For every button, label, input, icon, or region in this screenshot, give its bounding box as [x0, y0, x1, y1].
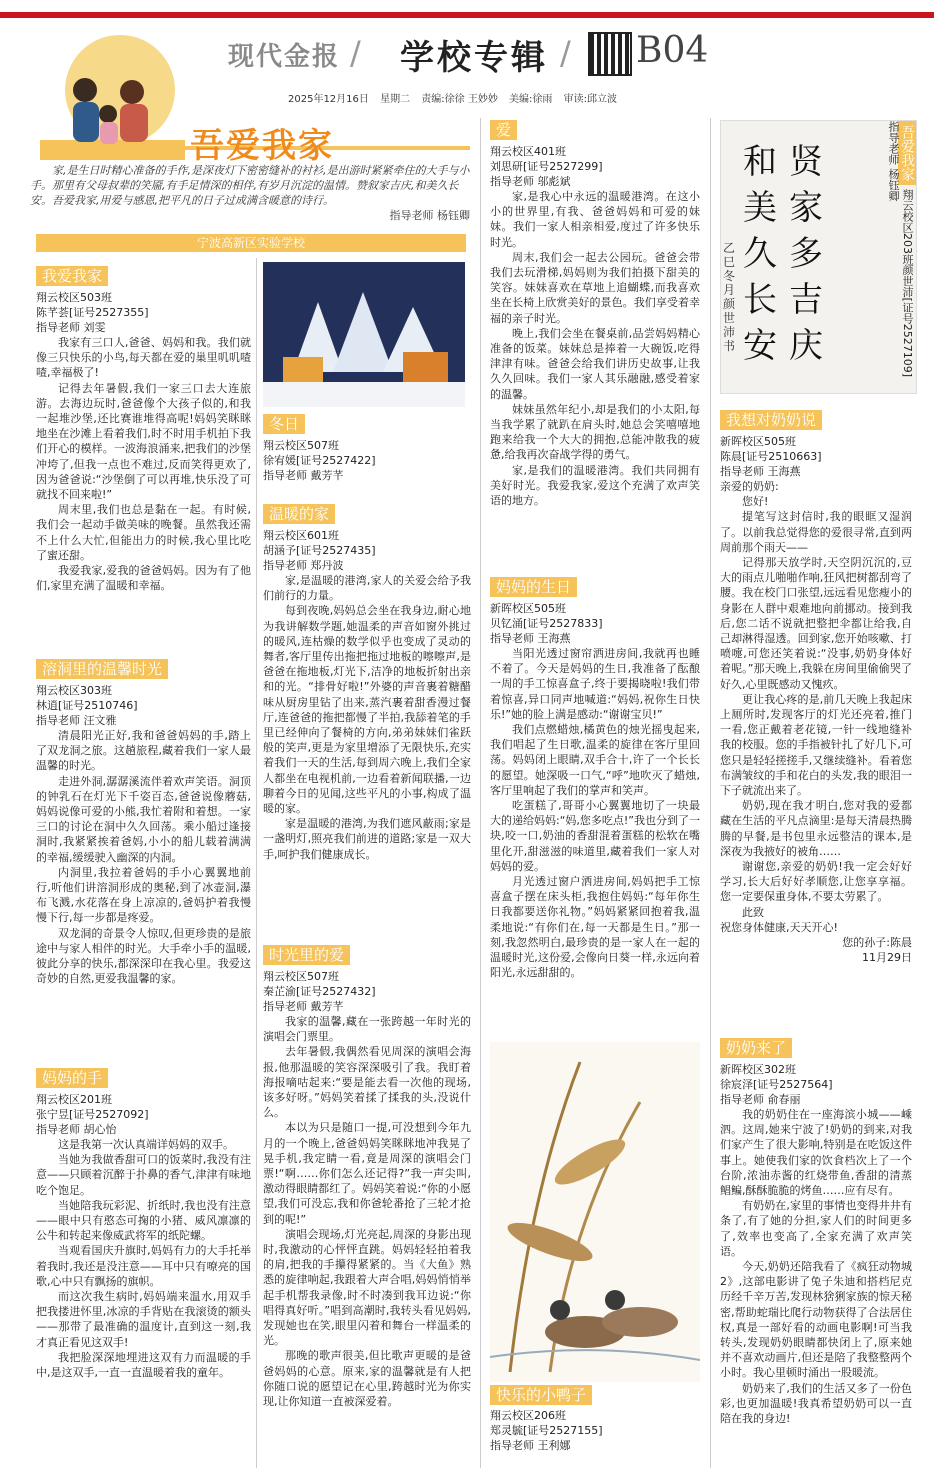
paragraph: 有奶奶在,家里的事情也变得井井有条了,有了她的分担,家人们的时间更多了,效率也变高了,全家充满了欢声笑语。: [720, 1199, 912, 1258]
paragraph: 这是我第一次认真端详妈妈的双手。: [58, 1138, 234, 1151]
issue-weekday: 星期二: [380, 94, 411, 105]
paragraph: 我爱我家,爱我的爸爸妈妈。因为有了他们,家里充满了温暖和幸福。: [36, 564, 251, 593]
article-mothers-hands: [36, 1092, 251, 1380]
paragraph: 记得去年暑假,我们一家三口去大连旅游。去海边玩时,爸爸像个大孩子似的,和我一起堆沙堡,还比赛谁堆得高呢!妈妈笑眯眯地坐在沙滩上看着我们,时不时用手机拍下我们开心的模样。一波海浪涌来,把我们的沙堡冲垮了,但我一点也不难过,反而笑得更欢了,因为爸爸说:“沙堡倒了可以再堆,快乐没了可就找不回来啦!”: [36, 381, 251, 502]
paragraph: 周末里,我们也总是黏在一起。有时候,我们会一起动手做美味的晚餐。虽然我还需不上什么大忙,但能出力的时候,我心里比吃了蜜还甜。: [36, 503, 251, 562]
article-author: 贝钇涌[证号2527833]: [490, 617, 603, 630]
article-author: 张宁昱[证号2527092]: [36, 1108, 149, 1121]
page-number: B04: [636, 30, 709, 71]
calligraphy-char: 庆: [789, 326, 823, 366]
ducks-painting: [490, 1042, 700, 1382]
paragraph: 家,是我们的温暖港湾。我们共同拥有美好时光。我爱我家,爱这个充满了欢声笑语的地方。: [490, 463, 700, 508]
article-title: 爱: [490, 120, 517, 140]
paragraph: 今天,奶奶还陪我看了《疯狂动物城2》,这部电影讲了兔子朱迪和搭档尼克历经千辛万苦,发现林猞猁家族的惊天秘密,帮助蛇瑞比爬行动物获得了合法居住权,真是一部好看的动画电影啊!可当我转头,发现奶奶眼睛都快闭上了,原来她并不喜欢动画片,但还是陪了我整整两个小时。我心里顿时涌出一股暖流。: [720, 1260, 912, 1380]
article-title: 妈妈的手: [36, 1068, 108, 1088]
editor: 责编:徐徐 王妙妙: [421, 94, 498, 105]
article-author: 颜世沛[证号2527109]: [901, 264, 914, 378]
paragraph: 奶奶来了,我们的生活又多了一份色彩,也更加温暖!我真希望奶奶可以一直陪在我的身边!: [720, 1381, 912, 1426]
article-class: 新晖校区505班: [490, 602, 566, 615]
article-author: 陈晨[证号2510663]: [720, 450, 822, 463]
article-title: 吾爱我家: [898, 121, 916, 185]
article-teacher: 指导老师 王利娜: [490, 1439, 571, 1452]
article-teacher: 指导老师 戴芳芊: [263, 1000, 344, 1013]
paragraph: 内洞里,我拉着爸妈的手小心翼翼地前行,听他们讲溶洞形成的奥秘,到了冰壶洞,瀑布飞溅,水花落在身上凉凉的,爸妈护着我慢慢下行,每一步都是疼爱。: [36, 865, 251, 925]
article-class: 翔云校区303班: [36, 684, 112, 697]
article-warm-home: [263, 528, 471, 862]
article-title: 冬日: [263, 414, 305, 434]
article-title: 溶洞里的温馨时光: [36, 659, 168, 679]
masthead-separator: /: [560, 34, 571, 72]
paragraph: 吃蛋糕了,哥哥小心翼翼地切了一块最大的递给妈妈:“妈,您多吃点!”我也分到了一块,咬一口,奶油的香甜混着蛋糕的松软在嘴里化开,甜滋滋的味道里,藏着我们一家人对妈妈的爱。: [490, 799, 701, 873]
paragraph: 月光透过窗户洒进房间,妈妈把手工惊喜盒子摆在床头柜,我抱住妈妈:“每年你生日我都要送你礼物。”妈妈紧紧回抱着我,温柔地说:“有你们在,每一天都是生日。”那一刻,我忽然明白,最珍贵的是一家人在一起的温暖时光,这份爱,会像向日葵一样,永远向着阳光,永远甜甜的。: [490, 875, 700, 980]
article-teacher: 指导老师 郑丹波: [263, 559, 344, 572]
banner-title: 吾爱我家: [190, 126, 334, 166]
paragraph: 周末,我们会一起去公园玩。爸爸会带我们去玩滑梯,妈妈则为我们拍摄下甜美的笑容。妹妹喜欢在草地上追蝴蝶,而我喜欢坐在长椅上欣赏美好的景色。我们享受着幸福的亲子时光。: [490, 250, 700, 325]
article-teacher: 指导老师 汪文雅: [36, 714, 117, 727]
paragraph: 家,是温暖的港湾,家人的关爱会给予我们前行的力量。: [263, 574, 471, 603]
qr-code-icon: [588, 32, 632, 76]
paragraph: 当她陪我玩彩泥、折纸时,我也没有注意——眼中只有憨态可掬的小猪、威风凛凛的公牛和转起来像威武将军的纸陀螺。: [36, 1198, 251, 1243]
article-class: 翔云校区507班: [263, 439, 339, 452]
article-title: 快乐的小鸭子: [490, 1385, 592, 1405]
article-grandma-comes: [720, 1062, 912, 1426]
section-title: 学校专辑: [400, 38, 548, 78]
calligraphy-char: 家: [789, 188, 823, 228]
calligraphy-char: 安: [743, 326, 777, 366]
article-teacher: 指导老师 俞春丽: [720, 1093, 801, 1106]
article-mothers-birthday: [490, 601, 700, 980]
article-author: 林逍[证号2510746]: [36, 699, 138, 712]
paragraph: 走进外洞,潺潺溪流伴着欢声笑语。洞顶的钟乳石在灯光下千姿百态,爸爸说像蘑菇,妈妈说像可爱的小熊,我忙着附和着想。一家三口的讨论在洞中久久回荡。乘小船过逢接洞时,我紧紧挨着爸妈,小小的船儿载着满满的幸福,缓缓驶入幽深的内洞。: [36, 774, 251, 864]
paragraph: 我们点燃蜡烛,橘黄色的烛光摇曳起来,我们唱起了生日歌,温柔的旋律在客厅里回荡。妈妈闭上眼睛,双手合十,许了一个长长的愿望。她深吸一口气,“呼”地吹灭了蜡烛,客厅里响起了我们的掌声和笑声。: [490, 723, 700, 797]
article-author: 刘思研[证号2527299]: [490, 160, 603, 173]
paper-name: 现代金报: [228, 42, 341, 72]
calligraphy-inscription: 乙巳冬月 颜世沛书: [723, 241, 736, 353]
article-title: 时光里的爱: [263, 945, 350, 965]
paragraph: 清晨阳光正好,我和爸爸妈妈的手,踏上了双龙洞之旅。这趟旅程,藏着我们一家人最温馨的时光。: [36, 729, 251, 773]
paragraph: 妹妹虽然年纪小,却是我们的小太阳,每当我学累了就趴在肩头时,她总会笑嘻嘻地跑来给我一个大大的拥抱,总能冲散我的疲惫,给我再次奋战学得的勇气。: [490, 402, 700, 462]
paragraph: 家,是我心中永远的温暖港湾。在这小小的世界里,有我、爸爸妈妈和可爱的妹妹。我们一家人相亲相爱,度过了许多快乐时光。: [490, 190, 700, 249]
winter-painting: [263, 262, 465, 407]
article-author: 秦芷渝[证号2527432]: [263, 985, 376, 998]
paragraph: 晚上,我们会坐在餐桌前,品尝妈妈精心准备的饭菜。妹妹总是捧着一大碗饭,吃得津津有味。爸爸会给我们讲历史故事,让我久久回味。我们一家人其乐融融,感受着家的温馨。: [490, 326, 700, 401]
paragraph: 奶奶,现在我才明白,您对我的爱都藏在生活的平凡点滴里:是每天清晨热腾腾的早餐,是书包里永远整洁的课本,是深夜为我掖好的被角……: [720, 799, 912, 858]
letter-signature: 您的孙子:陈晨: [842, 936, 912, 950]
article-author: 徐宸泽[证号2527564]: [720, 1078, 833, 1091]
banner-intro: [30, 163, 470, 223]
article-author: 胡涵予[证号2527435]: [263, 544, 376, 557]
article-class: 翔云校区503班: [36, 291, 112, 304]
paragraph: 当她为我做香甜可口的饭菜时,我没有注意——只顾着沉醉于扑鼻的香气,津津有味地吃个饱足。: [36, 1153, 251, 1197]
letter-hello: 您好!: [742, 495, 769, 509]
calligraphy-artwork: [720, 120, 917, 394]
issue-date: 2025年12月16日: [288, 94, 369, 105]
article-teacher: 指导老师 刘雯: [36, 321, 106, 334]
paragraph: 去年暑假,我偶然看见周深的演唱会海报,他那温暖的笑容深深吸引了我。我盯着海报嘀咕起来:“要是能去看一次他的现场,该多好呀。”妈妈笑着揉了揉我的头,没说什么。: [263, 1045, 471, 1120]
proofreader: 审读:邱立波: [563, 94, 617, 105]
article-love-in-time: [263, 969, 471, 1409]
article-teacher: 指导老师 王海燕: [490, 632, 571, 645]
column-rule: [710, 118, 711, 1468]
paragraph: 提笔写这封信时,我的眼眶又湿润了。以前我总觉得您的爱很寻常,直到两周前那个雨天——: [720, 510, 912, 554]
calligraphy-column: [789, 139, 833, 369]
calligraphy-caption: [839, 121, 914, 391]
calligraphy-char: 吉: [789, 280, 823, 320]
paragraph: 本以为只是随口一提,可没想到今年九月的一个晚上,爸爸妈妈笑眯眯地冲我晃了晃手机,我定睛一看,竟是周深的演唱会门票!“啊……你们怎么还记得?”我一声尖叫,激动得眼睛都红了。妈妈笑着说:“你的小愿望,我们可没忘,我和你爸轮番抢了三轮才抢到的呢!”: [263, 1121, 471, 1226]
paragraph: 每到夜晚,妈妈总会坐在我身边,耐心地为我讲解数学题,她温柔的声音如窗外挑过的暖风,连枯燥的数学似乎也变成了灵动的舞者,客厅里传出拖把拖过地板的嚓嚓声,是爸爸在拖地板,灯光下,洁净的地板折射出亲和的光。“排骨好啦!”外婆的声音裹着糖醋味从厨房里钻了出来,蒸汽裹着甜香漫过餐厅,连爸爸的拖把都慢了半拍,我舔着笔的手里已经伸向了餐椅的方向,弟弟妹妹们雀跃般的笑声,更是为家里增添了无限快乐,充实着我们一天的生活,每到周六晚上,我们全家人都坐在电视机前,一边看着新闻联播,一边聊着今日的见闻,这些平凡的小事,构成了温暖的家。: [263, 604, 471, 816]
article-my-home: [36, 290, 251, 593]
article-teacher: 指导老师 邬彪斌: [490, 175, 571, 188]
article-class: 翔云校区203班: [901, 188, 914, 265]
article-title: 妈妈的生日: [490, 577, 577, 597]
article-class: 翔云校区601班: [263, 529, 339, 542]
paragraph: 演唱会现场,灯光亮起,周深的身影出现时,我激动的心怦怦直跳。妈妈轻轻拍着我的肩,把我的手攥得紧紧的。当《大鱼》熟悉的旋律响起,我跟着大声合唱,妈妈悄悄举起手机帮我录像,时不时凑到我耳边说:“你唱得真好听。”唱到高潮时,我转头看见妈妈,发现她也在笑,眼里闪着和舞台一样温柔的光。: [263, 1227, 471, 1348]
column-rule: [256, 258, 257, 1468]
calligraphy-char: 和: [743, 142, 777, 182]
article-author: 陈芊荟[证号2527355]: [36, 306, 149, 319]
article-title: 我想对奶奶说: [720, 410, 822, 430]
article-winter-day: [263, 438, 468, 483]
article-class: 新晖校区505班: [720, 435, 796, 448]
paragraph: 记得那天放学时,天空阴沉沉的,豆大的雨点儿啪啪作响,狂风把树都刮弯了腰。我在校门口张望,远远看见您瘦小的身影在人群中艰难地向前挪动。接到我后,您二话不说就把整把伞都让给我,自己却淋得湿透。回到家,您开始咳嗽、打喷嚏,可您还笑着说:“没事,奶奶身体好着呢。”那天晚上,我躲在房间里偷偷哭了好久,心里既感动又愧疚。: [720, 556, 912, 691]
designer: 美编:徐雨: [509, 94, 553, 105]
article-author: 郑灵毓[证号2527155]: [490, 1424, 603, 1437]
paragraph: 双龙洞的奇景令人惊叹,但更珍贵的是旅途中与家人相伴的时光。大手牵小手的温暖,彼此分享的快乐,都深深印在我心里。我爱这奇妙的自然,更爱我温馨的家。: [36, 926, 251, 986]
article-love: [490, 144, 700, 508]
banner-teacher: 指导老师 杨钰卿: [389, 209, 470, 222]
paragraph: 我家有三口人,爸爸、妈妈和我。我们就像三只快乐的小鸟,每天都在爱的巢里叽叽喳喳,幸福极了!: [36, 336, 251, 380]
article-class: 新晖校区302班: [720, 1063, 796, 1076]
paragraph: 我的奶奶住在一座海滨小城——嵊泗。这周,她来宁波了!奶奶的到来,对我们家产生了很大影响,特别是在吃饭这件事上。她使我们家的饮食档次上了一个台阶,浓油赤酱的红烧带鱼,香甜的清蒸鲳鳊,酥酥脆脆的烤鱼……应有尽有。: [720, 1108, 912, 1198]
letter-date: 11月29日: [862, 951, 912, 965]
article-teacher: 指导老师 王海燕: [720, 465, 801, 478]
letter-greeting: 亲爱的奶奶:: [720, 480, 779, 493]
paragraph: 当观看国庆升旗时,妈妈有力的大手托举着我时,我还是没注意——耳中只有嘹亮的国歌,心中只有飘扬的旗帜。: [36, 1244, 251, 1288]
paragraph: 而这次我生病时,妈妈端来温水,用双手把我搂进怀里,冰凉的手背贴在我滚烫的额头——那带了最准确的温度计,直到这一刻,我才真正看见这双手!: [36, 1290, 251, 1349]
masthead-red-line: [0, 12, 934, 18]
article-teacher: 指导老师 胡心怡: [36, 1123, 117, 1136]
paragraph: 家是温暖的港湾,为我们遮风蔽雨;家是一盏明灯,照亮我们前进的道路;家是一双大手,呵护我们健康成长。: [263, 817, 471, 861]
article-teacher: 指导老师 戴芳芊: [263, 469, 344, 482]
article-letter-to-grandma: [720, 434, 912, 966]
calligraphy-char: 久: [743, 234, 777, 274]
paragraph: 谢谢您,亲爱的奶奶!我一定会好好学习,长大后好好孝顺您,让您享享福。您一定要保重身体,不要太劳累了。: [720, 860, 912, 904]
calligraphy-char: 长: [743, 280, 777, 320]
article-cave: [36, 683, 251, 986]
banner-intro-text: 家,是生日时精心准备的手作,是深夜灯下密密缝补的衬衫,是出游时紧紧牵住的大手与小手。那里有父母叔辈的笑靥,有手足情深的相伴,有岁月沉淀的温情。赞叙家吉庆,和美久长安。吾爱我家,用爱与感恩,把平凡的日子过成满含暖意的诗行。: [30, 164, 470, 207]
letter-closing: 此致: [742, 905, 764, 919]
calligraphy-char: 多: [789, 234, 823, 274]
article-class: 翔云校区507班: [263, 970, 339, 983]
paragraph: 我家的温馨,藏在一张跨越一年时光的演唱会门票里。: [263, 1015, 471, 1044]
paragraph: 那晚的歌声很美,但比歌声更暖的是爸爸妈妈的心意。原来,家的温馨就是有人把你随口说的愿望记在心里,跨越时光为你实现,让你知道一直被深爱着。: [263, 1349, 471, 1409]
letter-wish: 祝您身体健康,天天开心!: [720, 920, 838, 934]
calligraphy-char: 美: [743, 188, 777, 228]
article-class: 翔云校区201班: [36, 1093, 112, 1106]
article-title: 温暖的家: [263, 504, 335, 524]
paragraph: 当阳光透过窗帘洒进房间,我就再也睡不着了。今天是妈妈的生日,我准备了酝酿一周的手工惊喜盒子,终于要揭晓啦!我们带着惊喜,异口同声地喊道:“妈妈,祝你生日快乐!”她的脸上满是感动:“谢谢宝贝!”: [490, 647, 700, 721]
calligraphy-column: [743, 139, 787, 369]
article-title: 我爱我家: [36, 266, 108, 286]
article-class: 翔云校区206班: [490, 1409, 566, 1422]
school-name-bar: 宁波高新区实验学校: [36, 234, 466, 252]
article-author: 徐宥媛[证号2527422]: [263, 454, 376, 467]
article-class: 翔云校区401班: [490, 145, 566, 158]
family-illustration: [40, 30, 185, 160]
article-teacher: 指导老师 杨钰卿: [887, 121, 900, 202]
masthead-separator: /: [350, 34, 361, 72]
issue-meta: [288, 90, 625, 105]
paragraph: 更让我心疼的是,前几天晚上我起床上厕所时,发现客厅的灯光还亮着,推门一看,您正戴着老花镜,一针一线地缝补我的校服。您的手指被针扎了好几下,可您只是轻轻搓搓手,又继续缝补。看着您布满皱纹的手和花白的头发,我的眼泪一下子就流出来了。: [720, 692, 912, 798]
article-title: 奶奶来了: [720, 1038, 792, 1058]
calligraphy-char: 贤: [789, 142, 823, 182]
paragraph: 我把脸深深地埋进这双有力而温暖的手中,是这双手,一直一直温暖着我的童年。: [36, 1350, 251, 1380]
article-happy-ducks: [490, 1408, 700, 1453]
column-rule: [480, 118, 481, 1468]
